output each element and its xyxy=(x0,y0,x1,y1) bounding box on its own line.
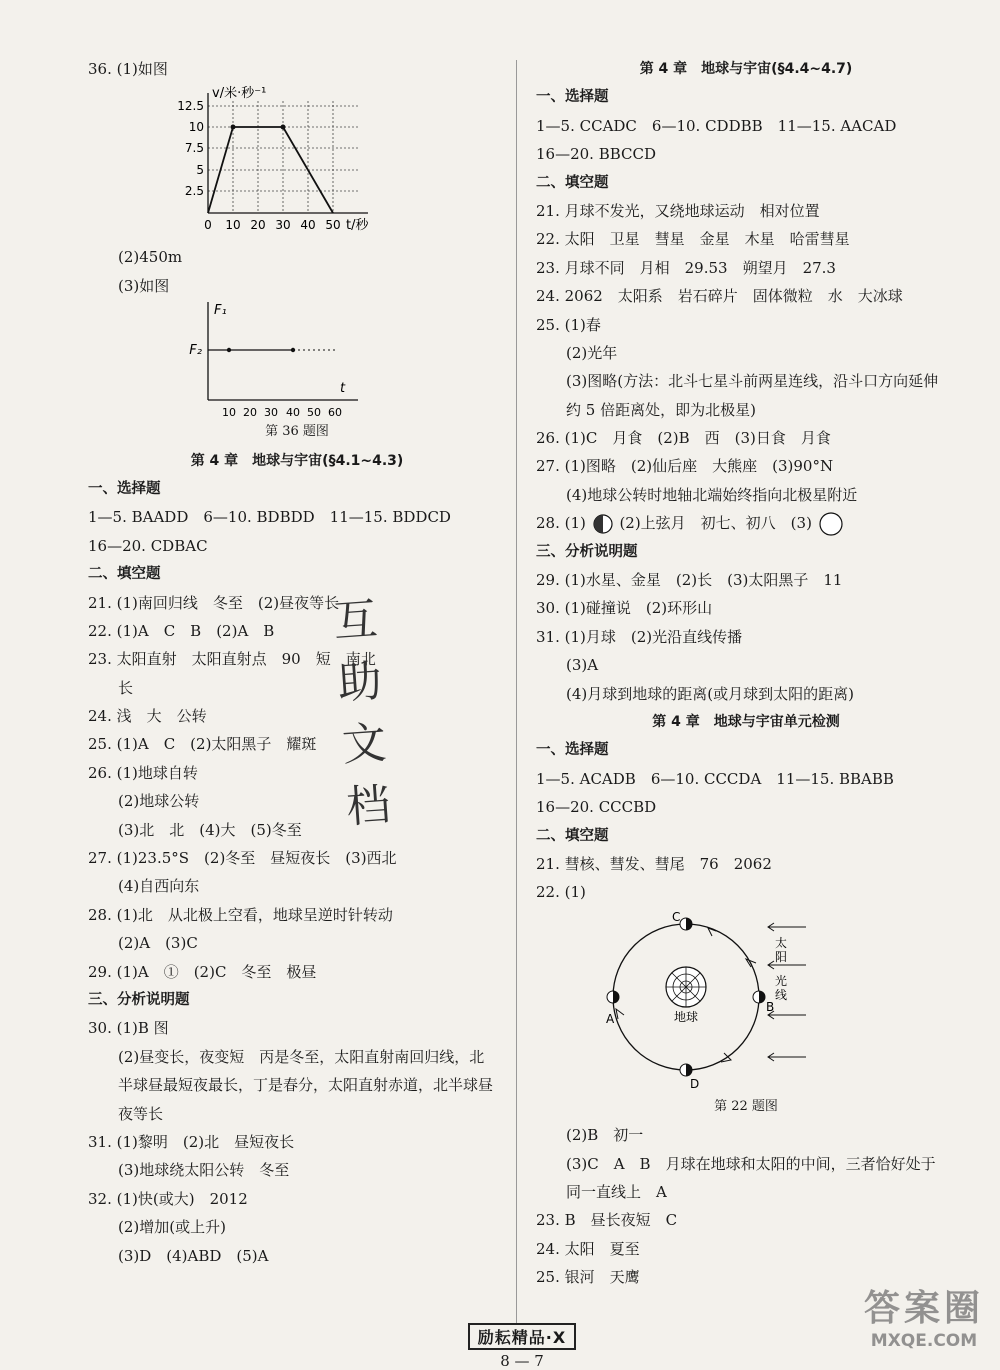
answer-line: 22. 太阳 卫星 彗星 金星 木星 哈雷彗星 xyxy=(536,230,850,249)
answer-line: 27. (1)图略 (2)仙后座 大熊座 (3)90°N xyxy=(536,457,834,476)
x-axis-label: t/秒 xyxy=(346,218,369,234)
y-tick-label: 5 xyxy=(196,163,204,178)
force-time-chart xyxy=(88,300,506,418)
q36-part2: (2)450m xyxy=(118,248,183,267)
section-heading: 三、分析说明题 xyxy=(536,543,638,560)
answer-line: 27. (1)23.5°S (2)冬至 昼短夜长 (3)西北 xyxy=(88,849,397,868)
answer-line: 25. (1)春 xyxy=(536,315,601,334)
section-title: 第 4 章 地球与宇宙(§4.4~4.7) xyxy=(639,61,853,77)
y-tick-label: 10 xyxy=(188,120,204,135)
x-tick-label: 10 xyxy=(222,406,236,419)
answer-line: (4)自西向东 xyxy=(118,877,200,896)
answer-line: 31. (1)月球 (2)光沿直线传播 xyxy=(536,627,743,646)
answer-line: (3)C A B 月球在地球和太阳的中间，三者恰好处于 xyxy=(566,1154,936,1173)
q28-prefix: 28. (1) xyxy=(536,514,586,533)
section-heading: 二、填空题 xyxy=(88,566,161,583)
watermark-title: 答案圈 xyxy=(863,1288,984,1329)
moon-d-icon xyxy=(680,1064,692,1076)
force-chart-svg xyxy=(88,300,388,418)
section-heading: 一、选择题 xyxy=(536,89,609,106)
x-tick-label: 30 xyxy=(275,218,291,233)
answer-line: 21. 月球不发光，又绕地球运动 相对位置 xyxy=(536,201,820,220)
answer-line: (2)地球公转 xyxy=(118,792,200,811)
answer-line: 21. (1)南回归线 冬至 (2)昼夜等长 xyxy=(88,593,340,612)
answer-list xyxy=(536,83,956,509)
label-b: B xyxy=(766,999,775,1014)
moon-c-icon xyxy=(680,918,692,930)
figure-caption: 第 36 题图 xyxy=(265,424,329,440)
left-column xyxy=(88,55,506,1270)
brand-logo: 励耘精品·X xyxy=(468,1323,576,1350)
answer-line: 24. 浅 大 公转 xyxy=(88,707,207,726)
answer-line: (3)地球绕太阳公转 冬至 xyxy=(118,1161,290,1180)
answer-line: 21. 彗核、彗发、彗尾 76 2062 xyxy=(536,854,772,873)
q36-line: 36. (1)如图 xyxy=(88,60,168,78)
answer-line: (2)B 初一 xyxy=(566,1126,644,1145)
x-tick-label: 50 xyxy=(307,406,321,419)
f1-label: F₁ xyxy=(214,303,227,319)
velocity-time-chart xyxy=(88,83,506,243)
data-point xyxy=(231,125,236,130)
q36-part3: (3)如图 xyxy=(118,276,170,295)
answer-line: 29. (1)A ① (2)C 冬至 极昼 xyxy=(88,962,317,981)
answer-line: (3)D (4)ABD (5)A xyxy=(118,1246,269,1265)
watermark-url: MXQE.COM xyxy=(870,1331,978,1351)
handwritten-char: 助 xyxy=(336,655,384,710)
x-tick-label: 10 xyxy=(225,218,241,233)
answer-line: 28. (1)北 从北极上空看，地球呈逆时针转动 xyxy=(88,905,393,924)
answer-line: 30. (1)B 图 xyxy=(88,1019,169,1038)
answer-line: (2)光年 xyxy=(566,343,618,362)
answer-line: 26. (1)C 月食 (2)B 西 (3)日食 月食 xyxy=(536,429,831,448)
answer-line: 1—5. BAADD 6—10. BDBDD 11—15. BDDCD xyxy=(88,508,451,527)
data-point xyxy=(291,348,295,352)
label-d: D xyxy=(690,1076,700,1091)
answer-line: 16—20. CCCBD xyxy=(536,798,657,817)
answer-line: 31. (1)黎明 (2)北 昼短夜长 xyxy=(88,1132,295,1151)
answer-line: 1—5. ACADB 6—10. CCCDA 11—15. BBABB xyxy=(536,769,894,788)
section-heading: 二、填空题 xyxy=(536,827,609,844)
data-point xyxy=(227,348,231,352)
answer-line: 半球昼最短夜最长，丁是春分，太阳直射赤道，北半球昼 xyxy=(118,1076,494,1095)
answer-list xyxy=(536,1121,956,1291)
velocity-chart-svg xyxy=(88,83,388,243)
watermark xyxy=(864,1280,984,1351)
sunlight-char: 线 xyxy=(775,987,788,1002)
sunlight-char: 光 xyxy=(775,973,788,988)
y-tick-label: 7.5 xyxy=(184,141,204,156)
orbit-arrow xyxy=(708,928,716,936)
answer-line: 23. B 昼长夜短 C xyxy=(536,1211,678,1230)
x-tick-label: 50 xyxy=(325,218,341,233)
answer-line: (3)A xyxy=(566,656,599,675)
answer-line: 26. (1)地球自转 xyxy=(88,763,198,782)
answer-line: (3)图略(方法：北斗七星斗前两星连线，沿斗口方向延伸 xyxy=(566,372,939,391)
t-axis-label: t xyxy=(340,381,346,397)
right-column xyxy=(536,55,956,1291)
answer-line: 22. (1) xyxy=(536,883,586,902)
moon-b-icon xyxy=(753,991,765,1003)
f2-label: F₂ xyxy=(189,343,202,359)
section-title: 第 4 章 地球与宇宙(§4.1~4.3) xyxy=(190,452,404,469)
orbit-svg xyxy=(536,907,956,1093)
x-tick-label: 20 xyxy=(243,406,257,419)
section-heading: 一、选择题 xyxy=(88,480,161,497)
q28-text: (2)上弦月 初七、初八 (3) xyxy=(619,514,812,533)
x-tick-label: 40 xyxy=(300,218,316,233)
answer-line: 22. (1)A C B (2)A B xyxy=(88,621,275,640)
answer-line: 夜等长 xyxy=(118,1104,164,1123)
answer-line: 长 xyxy=(118,678,134,697)
x-tick-label: 20 xyxy=(250,218,266,233)
sunlight-char: 阳 xyxy=(775,949,788,964)
answer-line: (3)北 北 (4)大 (5)冬至 xyxy=(118,820,302,839)
label-a: A xyxy=(606,1011,615,1026)
answer-line: 23. 太阳直射 太阳直射点 90 短 南北 xyxy=(88,650,376,669)
section-heading: 一、选择题 xyxy=(536,742,609,759)
answer-line: 约 5 倍距离处，即为北极星) xyxy=(566,400,756,419)
moon-orbit-diagram xyxy=(536,907,956,1093)
answer-list xyxy=(536,736,956,906)
answer-line: 32. (1)快(或大) 2012 xyxy=(88,1189,248,1208)
q28-line xyxy=(536,509,956,537)
section-heading: 二、填空题 xyxy=(536,174,609,191)
velocity-line xyxy=(208,127,333,213)
answer-line: 24. 2062 太阳系 岩石碎片 固体微粒 水 大冰球 xyxy=(536,287,903,306)
answer-list xyxy=(88,475,506,1270)
x-tick-label: 30 xyxy=(264,406,278,419)
x-tick-label: 60 xyxy=(328,406,342,419)
answer-line: (2)增加(或上升) xyxy=(118,1218,226,1237)
figure-caption: 第 22 题图 xyxy=(714,1098,778,1114)
answer-line: 1—5. CCADC 6—10. CDDBB 11—15. AACAD xyxy=(536,116,897,135)
sunlight-char: 太 xyxy=(775,935,788,950)
handwritten-char: 档 xyxy=(344,779,393,834)
answer-line: 16—20. CDBAC xyxy=(88,536,208,555)
answer-line: 30. (1)碰撞说 (2)环形山 xyxy=(536,599,713,618)
x-tick-label: 0 xyxy=(204,218,212,233)
full-moon-icon xyxy=(817,511,845,537)
half-moon-icon xyxy=(591,513,615,535)
y-axis-label: v/米·秒⁻¹ xyxy=(212,86,267,102)
data-point xyxy=(281,125,286,130)
answer-list xyxy=(536,538,956,708)
handwritten-char: 互 xyxy=(331,593,380,648)
answer-line: 25. (1)A C (2)太阳黑子 耀斑 xyxy=(88,735,317,754)
answer-line: (2)昼变长，夜变短 丙是冬至，太阳直射南回归线，北 xyxy=(118,1047,485,1066)
column-divider xyxy=(516,60,517,1325)
answer-line: 25. 银河 天鹰 xyxy=(536,1268,640,1287)
footer xyxy=(452,1323,592,1370)
answer-line: (4)月球到地球的距离(或月球到太阳的距离) xyxy=(566,684,854,703)
answer-line: (2)A (3)C xyxy=(118,934,198,953)
answer-line: 29. (1)水星、金星 (2)长 (3)太阳黑子 11 xyxy=(536,571,843,590)
answer-line: (4)地球公转时地轴北端始终指向北极星附近 xyxy=(566,485,858,504)
answer-line: 24. 太阳 夏至 xyxy=(536,1239,640,1258)
answer-line: 同一直线上 A xyxy=(566,1182,667,1201)
y-tick-label: 2.5 xyxy=(184,184,204,199)
y-tick-label: 12.5 xyxy=(177,99,204,114)
page-number: 8 — 7 xyxy=(500,1352,544,1370)
label-c: C xyxy=(672,909,681,924)
orbit-arrow xyxy=(616,1009,624,1019)
moon-a-icon xyxy=(607,991,619,1003)
section-title: 第 4 章 地球与宇宙单元检测 xyxy=(652,713,840,730)
x-tick-label: 40 xyxy=(286,406,300,419)
section-heading: 三、分析说明题 xyxy=(88,991,190,1008)
answer-line: 16—20. BBCCD xyxy=(536,145,657,164)
answer-line: 23. 月球不同 月相 29.53 朔望月 27.3 xyxy=(536,258,836,277)
handwritten-char: 文 xyxy=(340,717,388,772)
earth-icon xyxy=(666,967,706,1007)
earth-label: 地球 xyxy=(673,1009,699,1024)
